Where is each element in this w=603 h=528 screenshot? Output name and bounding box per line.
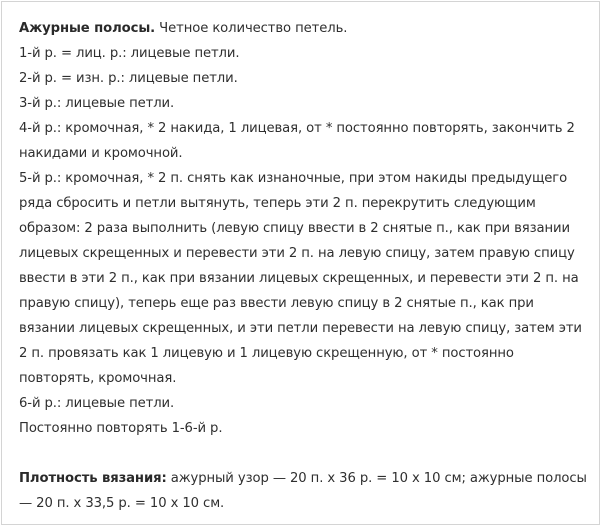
gauge-heading: Плотность вязания: — [19, 471, 167, 486]
intro-text: Четное количество петель. — [155, 21, 348, 36]
gauge-text: ажурный узор — 20 п. х 36 р. = 10 х 10 см; ажурные полосы — 20 п. х 33,5 р. = 10 х 10 см. — [19, 471, 587, 511]
content-frame — [1, 1, 600, 525]
section-heading: Ажурные полосы. — [19, 21, 156, 36]
row-3: 3-й р.: лицевые петли. — [19, 96, 175, 111]
row-4: 4-й р.: кромочная, * 2 накида, 1 лицевая, от * постоянно повторять, закончить 2 накидами и кромочной. — [19, 121, 575, 161]
pattern-text — [19, 16, 591, 516]
paragraph-spacer — [19, 441, 591, 466]
row-1: 1-й р. = лиц. р.: лицевые петли. — [19, 46, 240, 61]
row-5: 5-й р.: кромочная, * 2 п. снять как изнаночные, при этом накиды предыдущего ряда сбросить и петли вытянуть, теперь эти 2 п. перекрутить следующим образом: 2 раза выполнить (левую спицу ввести в 2 снятые п., как при вязании лицевых скрещенных и перевести эти 2 п. на левую спицу, затем правую спицу ввести в эти 2 п., как при вязании лицевых скрещенных, и перевести эти 2 п. на правую спицу), теперь еще раз ввести левую спицу в 2 снятые п., как при вязании лицевых скрещенных, и эти петли перевести на левую спицу, затем эти 2 п. провязать как 1 лицевую и 1 лицевую скрещенную, от * постоянно повторять, кромочная. — [19, 171, 582, 386]
repeat-instruction: Постоянно повторять 1-6-й р. — [19, 421, 223, 436]
gauge-paragraph — [19, 466, 591, 516]
row-2: 2-й р. = изн. р.: лицевые петли. — [19, 71, 238, 86]
row-6: 6-й р.: лицевые петли. — [19, 396, 175, 411]
pattern-intro — [19, 16, 591, 41]
